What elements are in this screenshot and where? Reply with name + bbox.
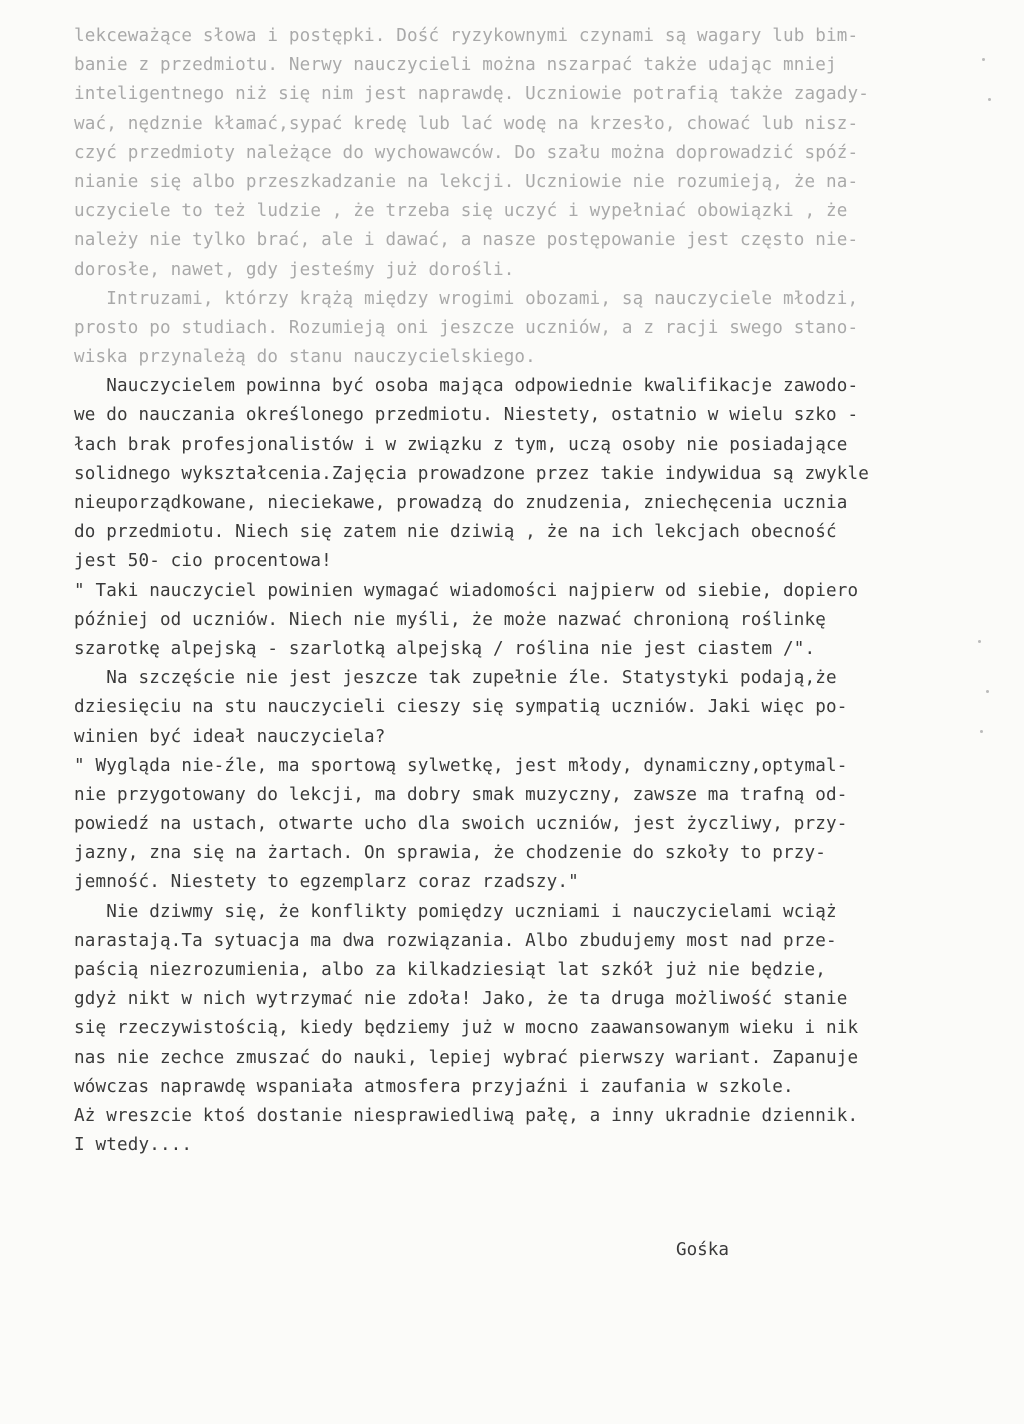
text-line: banie z przedmiotu. Nerwy nauczycieli można nszarpać także udając mniej bbox=[74, 55, 837, 76]
text-line: łach brak profesjonalistów i w związku z tym, uczą osoby nie posiadające bbox=[74, 434, 848, 455]
document-body bbox=[74, 22, 974, 1160]
text-line: nie przygotowany do lekcji, ma dobry smak muzyczny, zawsze ma trafną od- bbox=[74, 784, 848, 805]
text-line: Na szczęście nie jest jeszcze tak zupełnie źle. Statystyki podają,że bbox=[74, 668, 837, 689]
text-line: należy nie tylko brać, ale i dawać, a nasze postępowanie jest często nie- bbox=[74, 230, 859, 251]
text-line: wówczas naprawdę wspaniała atmosfera przyjaźni i zaufania w szkole. bbox=[74, 1076, 794, 1097]
author-signature: Gośka bbox=[676, 1240, 729, 1260]
speck bbox=[988, 98, 991, 101]
text-line: później od uczniów. Niech nie myśli, że może nazwać chronioną roślinkę bbox=[74, 609, 826, 630]
text-line: do przedmiotu. Niech się zatem nie dziwią , że na ich lekcjach obecność bbox=[74, 522, 837, 543]
text-line: jest 50- cio procentowa! bbox=[74, 551, 332, 572]
text-line: dorosłe, nawet, gdy jesteśmy już dorośli. bbox=[74, 259, 515, 280]
dark-section bbox=[74, 372, 974, 1160]
text-line: szarotkę alpejską - szarlotką alpejską / roślina nie jest ciastem /". bbox=[74, 638, 816, 659]
text-line: solidnego wykształcenia.Zajęcia prowadzone przez takie indywidua są zwykle bbox=[74, 463, 869, 484]
scan-edge-specks bbox=[976, 40, 996, 800]
text-line: winien być ideał nauczyciela? bbox=[74, 726, 386, 747]
text-line: inteligentnego niż się nim jest naprawdę. Uczniowie potrafią także zagady- bbox=[74, 84, 869, 105]
text-line: we do nauczania określonego przedmiotu. Niestety, ostatnio w wielu szko - bbox=[74, 405, 859, 426]
text-line: jazny, zna się na żartach. On sprawia, że chodzenie do szkoły to przy- bbox=[74, 843, 826, 864]
text-line: Nie dziwmy się, że konflikty pomiędzy uczniami i nauczycielami wciąż bbox=[74, 901, 837, 922]
text-line: nianie się albo przeszkadzanie na lekcji. Uczniowie nie rozumieją, że na- bbox=[74, 171, 859, 192]
speck bbox=[980, 730, 983, 733]
text-line: wiska przynależą do stanu nauczycielskiego. bbox=[74, 347, 536, 368]
faded-section bbox=[74, 22, 974, 372]
text-line: I wtedy.... bbox=[74, 1135, 193, 1156]
text-line: prosto po studiach. Rozumieją oni jeszcze uczniów, a z racji swego stano- bbox=[74, 317, 859, 338]
text-line: " Taki nauczyciel powinien wymagać wiadomości najpierw od siebie, dopiero bbox=[74, 580, 859, 601]
text-line: czyć przedmioty należące do wychowawców. Do szału można doprowadzić spóź- bbox=[74, 142, 859, 163]
text-line: wać, nędznie kłamać,sypać kredę lub lać wodę na krzesło, chować lub nisz- bbox=[74, 113, 859, 134]
text-line: Intruzami, którzy krążą między wrogimi obozami, są nauczyciele młodzi, bbox=[74, 288, 859, 309]
text-line: narastają.Ta sytuacja ma dwa rozwiązania. Albo zbudujemy most nad prze- bbox=[74, 930, 837, 951]
text-line: gdyż nikt w nich wytrzymać nie zdoła! Jako, że ta druga możliwość stanie bbox=[74, 989, 848, 1010]
text-line: nieuporządkowane, nieciekawe, prowadzą do znudzenia, zniechęcenia ucznia bbox=[74, 493, 848, 513]
text-line: " Wygląda nie-źle, ma sportową sylwetkę, jest młody, dynamiczny,optymal- bbox=[74, 755, 848, 776]
speck bbox=[986, 690, 989, 693]
speck bbox=[978, 640, 981, 643]
text-line: powiedź na ustach, otwarte ucho dla swoich uczniów, jest życzliwy, przy- bbox=[74, 814, 848, 835]
text-line: się rzeczywistością, kiedy będziemy już w mocno zaawansowanym wieku i nik bbox=[74, 1018, 859, 1039]
text-line: Aż wreszcie ktoś dostanie niesprawiedliwą pałę, a inny ukradnie dziennik. bbox=[74, 1105, 859, 1126]
text-line: jemność. Niestety to egzemplarz coraz rzadszy." bbox=[74, 872, 579, 893]
text-line: nas nie zechce zmuszać do nauki, lepiej wybrać pierwszy wariant. Zapanuje bbox=[74, 1047, 859, 1068]
text-line: lekceważące słowa i postępki. Dość ryzykownymi czynami są wagary lub bim- bbox=[74, 26, 859, 46]
text-line: paścią niezrozumienia, albo za kilkadziesiąt lat szkół już nie będzie, bbox=[74, 960, 826, 980]
text-line: dziesięciu na stu nauczycieli cieszy się sympatią uczniów. Jaki więc po- bbox=[74, 697, 848, 718]
text-line: uczyciele to też ludzie , że trzeba się uczyć i wypełniać obowiązki , że bbox=[74, 201, 848, 222]
speck bbox=[982, 58, 985, 61]
text-line: Nauczycielem powinna być osoba mająca odpowiednie kwalifikacje zawodo- bbox=[74, 376, 859, 397]
